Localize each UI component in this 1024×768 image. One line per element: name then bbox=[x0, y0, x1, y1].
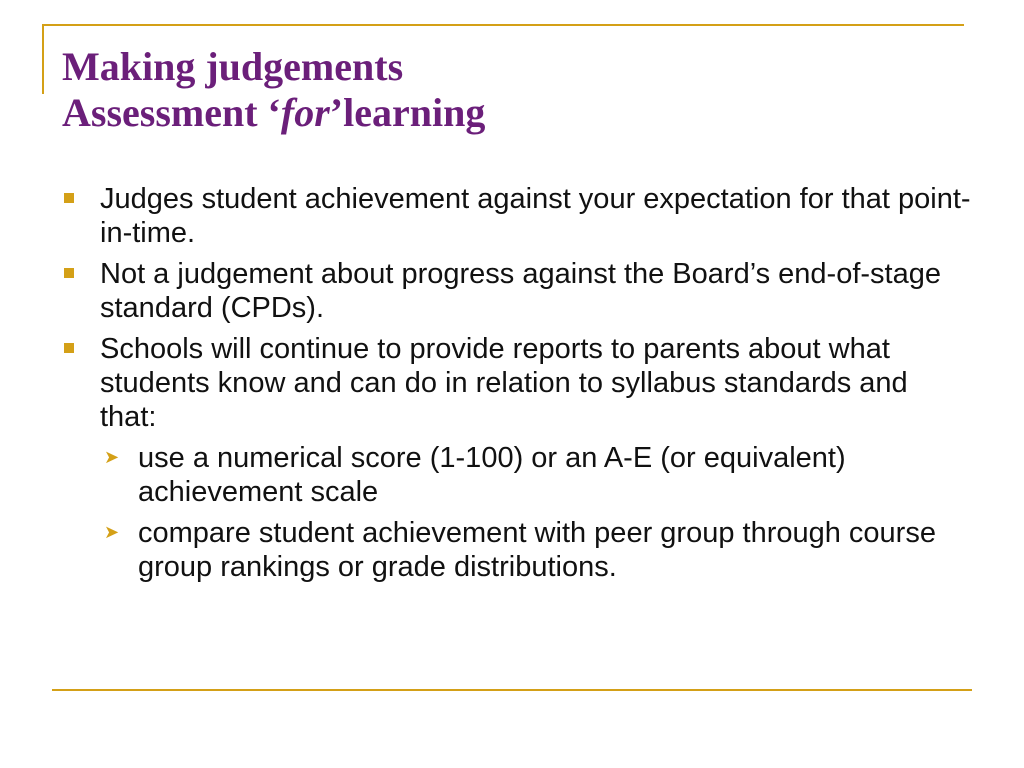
title-line-1: Making judgements bbox=[62, 44, 404, 89]
bottom-border-line bbox=[52, 689, 972, 691]
square-bullet-icon bbox=[64, 268, 74, 278]
slide-title bbox=[62, 44, 962, 136]
title-line-2-suffix: ’learning bbox=[329, 90, 486, 135]
bullet-item bbox=[62, 182, 972, 250]
bullet-item bbox=[62, 257, 972, 325]
bullet-text: Judges student achievement against your expectation for that point-in-time. bbox=[100, 183, 971, 249]
top-border-line bbox=[42, 24, 964, 26]
title-line-2-italic: for bbox=[280, 90, 330, 135]
sub-bullet-item bbox=[62, 441, 972, 509]
title-line-2-prefix: Assessment ‘ bbox=[62, 90, 281, 135]
bullet-text: Schools will continue to provide reports to parents about what students know and can do in relation to syllabus standards and that: bbox=[100, 333, 908, 433]
arrow-bullet-icon: ➤ bbox=[104, 522, 120, 543]
bullet-item bbox=[62, 332, 972, 434]
sub-bullet-text: use a numerical score (1-100) or an A-E (or equivalent) achievement scale bbox=[138, 442, 846, 508]
square-bullet-icon bbox=[64, 343, 74, 353]
bullet-list bbox=[62, 182, 972, 591]
sub-bullet-item bbox=[62, 516, 972, 584]
sub-bullet-text: compare student achievement with peer group through course group rankings or grade distributions. bbox=[138, 517, 936, 583]
arrow-bullet-icon: ➤ bbox=[104, 447, 120, 468]
bullet-text: Not a judgement about progress against the Board’s end-of-stage standard (CPDs). bbox=[100, 258, 941, 324]
left-border-line bbox=[42, 24, 44, 94]
square-bullet-icon bbox=[64, 193, 74, 203]
